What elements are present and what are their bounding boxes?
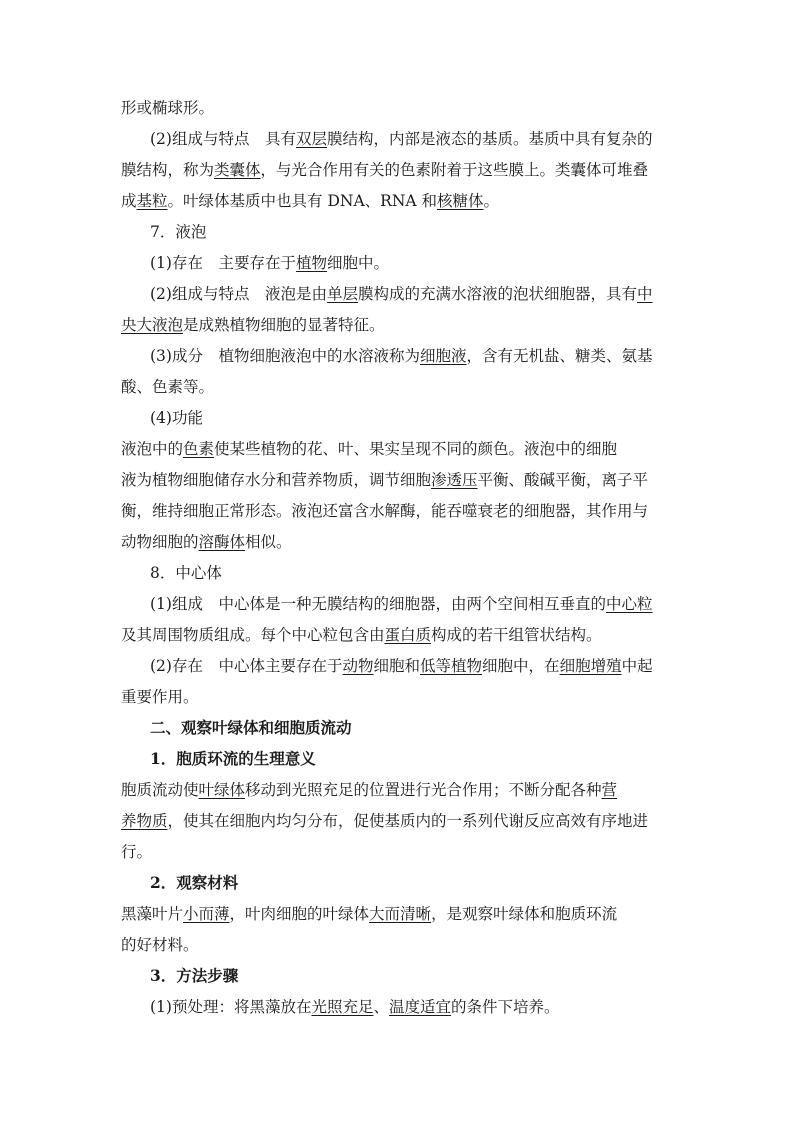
answer-blank: 双层	[296, 130, 328, 148]
section-heading	[150, 966, 238, 986]
paragraph-line	[150, 284, 653, 304]
text: 具有	[264, 130, 296, 148]
paragraph-line	[121, 780, 617, 800]
answer-blank: 核糖体	[437, 192, 484, 210]
text: 细胞和	[373, 657, 421, 675]
text: 液为植物细胞储存水分和营养物质，调节细胞	[121, 471, 432, 489]
text: 、	[373, 998, 389, 1016]
text: 动物细胞的	[121, 533, 199, 551]
text: 形或椭球形。	[121, 99, 215, 117]
answer-blank: 央大液泡	[121, 316, 184, 334]
text: 成	[121, 192, 137, 210]
text: 平衡、酸碱平衡，离子平	[477, 471, 649, 489]
answer-blank: 叶绿体	[198, 781, 246, 799]
paragraph-line	[150, 408, 203, 428]
answer-blank: 类囊体	[214, 161, 261, 179]
section-heading	[150, 873, 238, 893]
text: 酸、色素等。	[121, 378, 215, 396]
text: ，是观察叶绿体和胞质环流	[431, 905, 618, 923]
section-heading	[150, 222, 206, 242]
text: 膜结构，内部是液态的基质。基质中具有复杂的	[327, 130, 653, 148]
text: ，使其在细胞内均匀分布，促使基质内的一系列代谢反应高效有序地进	[167, 812, 649, 830]
answer-blank: 低等植物	[420, 657, 483, 675]
paragraph-line	[121, 501, 648, 521]
answer-blank: 动物	[342, 657, 374, 675]
text: 的条件下培养。	[451, 998, 560, 1016]
answer-blank: 蛋白质	[384, 626, 432, 644]
paragraph-line	[121, 160, 648, 180]
answer-blank: 基粒	[136, 192, 168, 210]
answer-blank: 渗透压	[431, 471, 478, 489]
paragraph-line	[121, 935, 199, 955]
answer-blank: 细胞增殖	[559, 657, 622, 675]
paragraph-line	[121, 532, 292, 552]
text: 细胞中，在	[482, 657, 560, 675]
paragraph-line	[121, 315, 385, 335]
text: 中心体主要存在于	[218, 657, 343, 675]
answer-blank: 中	[637, 285, 653, 303]
text: 。叶绿体基质中也具有 DNA、RNA 和	[167, 192, 437, 210]
paragraph-line	[121, 439, 617, 459]
text: 胞质流动使	[121, 781, 199, 799]
item-label: (2)组成与特点	[150, 130, 250, 148]
item-label: (3)成分	[150, 347, 203, 365]
paragraph-line	[150, 253, 389, 273]
answer-blank: 养物质	[121, 812, 168, 830]
text: 行。	[121, 843, 153, 861]
text: (1)预处理：将黑藻放在	[150, 998, 312, 1016]
heading-text: 2．观察材料	[150, 873, 239, 892]
paragraph-line	[121, 98, 214, 118]
paragraph-line	[121, 904, 617, 924]
answer-blank: 中心粒	[606, 595, 653, 613]
text: 中心体是一种无膜结构的细胞器，由两个空间相互垂直的	[218, 595, 606, 613]
answer-blank: 大而清晰	[369, 905, 432, 923]
answer-blank: 细胞液	[420, 347, 467, 365]
paragraph-line	[150, 129, 653, 149]
item-label: (1)存在	[150, 254, 203, 272]
text: 主要存在于	[218, 254, 296, 272]
paragraph-line	[121, 811, 648, 831]
paragraph-line	[121, 191, 499, 211]
text: 的好材料。	[121, 936, 199, 954]
text: 膜结构，称为	[121, 161, 215, 179]
text: 及其周围物质组成。每个中心粒包含由	[121, 626, 385, 644]
paragraph-line	[121, 842, 152, 862]
section-heading	[150, 563, 222, 583]
answer-blank: 温度适宜	[389, 998, 452, 1016]
paragraph-line	[150, 594, 653, 614]
paragraph-line	[121, 377, 214, 397]
item-label: (2)存在	[150, 657, 203, 675]
answer-blank: 色素	[183, 440, 215, 458]
answer-blank: 植物	[296, 254, 328, 272]
answer-blank: 光照充足	[311, 998, 374, 1016]
text: 衡，维持细胞正常形态。液泡还富含水解酶，能吞噬衰老的细胞器，其作用与	[121, 502, 649, 520]
heading-text: 3．方法步骤	[150, 966, 239, 985]
paragraph-line	[121, 687, 199, 707]
item-label: (4)功能	[150, 409, 203, 427]
text: 植物细胞液泡中的水溶液称为	[218, 347, 420, 365]
text: ，含有无机盐、糖类、氨基	[466, 347, 653, 365]
text: 液泡是由	[264, 285, 327, 303]
heading-text: 8．中心体	[150, 564, 222, 582]
text: 细胞中。	[327, 254, 390, 272]
answer-blank: 单层	[327, 285, 359, 303]
item-label: (2)组成与特点	[150, 285, 250, 303]
text: ，叶肉细胞的叶绿体	[229, 905, 370, 923]
text: ，与光合作用有关的色素附着于这些膜上。类囊体可堆叠	[260, 161, 649, 179]
heading-text: 1．胞质环流的生理意义	[150, 749, 316, 768]
text: 相似。	[245, 533, 292, 551]
text: 膜构成的充满水溶液的泡状细胞器，具有	[358, 285, 638, 303]
text: 液泡中的	[121, 440, 184, 458]
paragraph-line	[150, 656, 653, 676]
text: 构成的若干组管状结构。	[431, 626, 602, 644]
text: 是成熟植物细胞的显著特征。	[183, 316, 385, 334]
text: 黑藻叶片	[121, 905, 184, 923]
text: 。	[483, 192, 500, 210]
paragraph-line	[121, 470, 648, 490]
paragraph-line	[150, 346, 653, 366]
answer-blank: 营	[601, 781, 618, 799]
text: 中起	[621, 657, 653, 675]
answer-blank: 溶酶体	[198, 533, 246, 551]
heading-text: 二、观察叶绿体和细胞质流动	[150, 718, 352, 737]
heading-text: 7．液泡	[150, 223, 207, 241]
section-heading	[150, 718, 352, 738]
paragraph-line	[150, 997, 560, 1017]
section-heading	[150, 749, 316, 769]
paragraph-line	[121, 625, 602, 645]
text: 重要作用。	[121, 688, 199, 706]
item-label: (1)组成	[150, 595, 203, 613]
text: 移动到光照充足的位置进行光合作用；不断分配各种	[245, 781, 602, 799]
answer-blank: 小而薄	[183, 905, 230, 923]
text: 使某些植物的花、叶、果实呈现不同的颜色。液泡中的细胞	[214, 440, 618, 458]
